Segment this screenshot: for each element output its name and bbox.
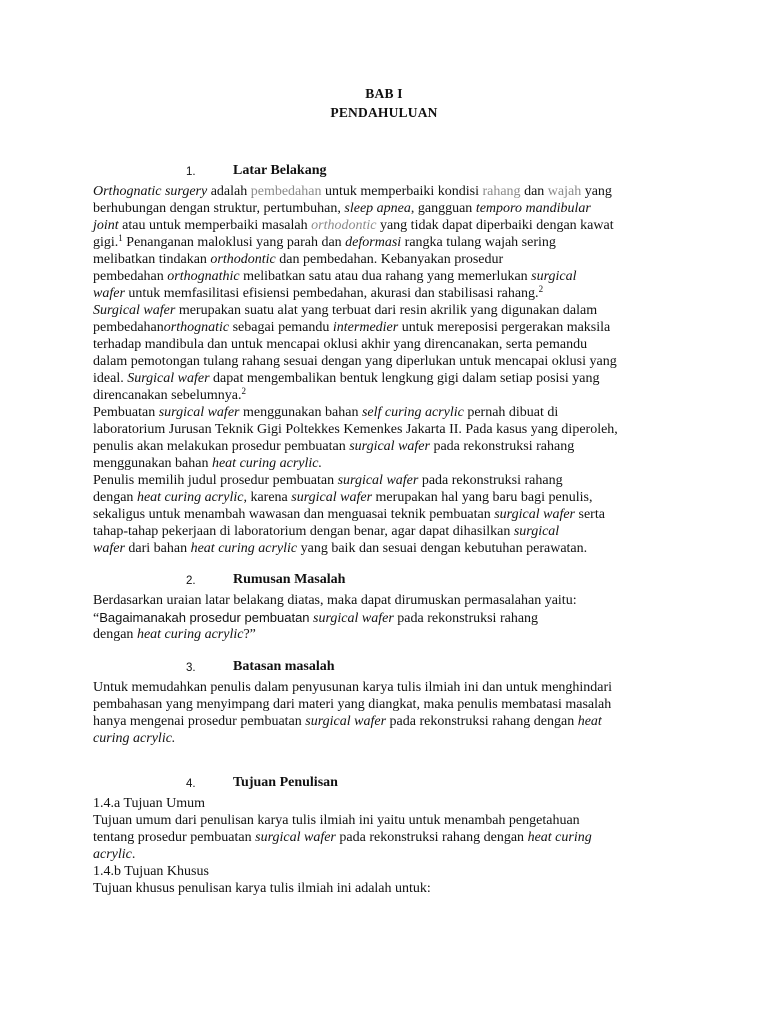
text-run: dengan [93,627,137,642]
paragraph-line [93,438,574,455]
text-run: surgical wafer [291,490,373,505]
text-run: temporo mandibular [475,201,591,216]
text-run: hanya mengenai prosedur pembuatan [93,714,306,729]
text-run: dan [520,184,548,199]
paragraph-line [93,506,605,523]
text-run: rangka tulang wajah sering [401,235,556,250]
text-run: pernah dibuat di [463,405,559,420]
text-run: orthognathic [167,269,240,284]
text-run: laboratorium Jurusan Teknik Gigi Poltekkes Kemenkes Jakarta II. Pada kasus yang diperoleh, [93,422,618,437]
text-run: untuk memfasilitasi efisiensi pembedahan, akurasi dan stabilisasi rahang. [124,286,539,301]
text-run: surgical wafer [255,830,336,845]
text-run: Tujuan khusus penulisan karya tulis ilmiah ini adalah untuk: [93,881,431,896]
text-run: orthodontic [311,218,377,233]
chapter-number: BAB I [365,86,403,101]
section-title: Tujuan Penulisan [233,775,338,790]
text-run: pada rekonstruksi rahang [418,473,563,488]
text-run: orthognatic [163,320,230,335]
section-number: 4. [186,778,196,790]
text-run: Tujuan umum dari penulisan karya tulis ilmiah ini yaitu untuk menambah pengetahuan [93,813,580,828]
text-run: Surgical wafer [127,371,210,386]
paragraph-line [93,234,556,251]
text-run: curing acrylic. [93,731,176,746]
paragraph-line [93,455,322,472]
text-run: berhubungan dengan struktur, pertumbuhan, [93,201,345,216]
text-run: merupakan suatu alat yang terbuat dari resin akrilik yang digunakan dalam [175,303,598,318]
section-title: Batasan masalah [233,659,335,674]
paragraph-line [93,268,577,285]
text-run: dengan [93,490,137,505]
paragraph-line [93,846,135,863]
paragraph-line [93,592,577,609]
section-title: Rumusan Masalah [233,572,346,587]
section-number: 2. [186,575,196,587]
paragraph-line [93,812,580,829]
text-run: pada rekonstruksi rahang [429,439,575,454]
text-run: sekaligus untuk menambah wawasan dan menguasai teknik pembuatan [93,507,495,522]
text-run: pembedahan [93,320,164,335]
section-number: 1. [186,166,196,178]
text-run: Penulis memilih judul prosedur pembuatan [93,473,338,488]
text-run: menggunakan bahan [93,456,212,471]
text-run: sleep apnea [344,201,411,216]
text-run: wafer [93,286,125,301]
text-run: heat curing acrylic [136,490,244,505]
paragraph-line [93,217,614,234]
paragraph-line [93,609,538,627]
text-run: . [131,847,136,862]
text-run: pembahasan yang menyimpang dari materi yang diangkat, maka penulis membatasi masalah [93,697,612,712]
paragraph-line [93,713,602,730]
paragraph-line [93,200,591,217]
text-run: Berdasarkan uraian latar belakang diatas, maka dapat dirumuskan permasalahan yaitu: [93,593,577,608]
text-run: surgical wafer [349,439,430,454]
text-run: surgical wafer [158,405,240,420]
paragraph-line [93,730,175,747]
text-run: yang baik dan sesuai dengan kebutuhan perawatan. [297,541,588,556]
text-run: menggunakan bahan [239,405,362,420]
paragraph-line [93,251,503,268]
text-run: surgical wafer [337,473,419,488]
text-run: dapat mengembalikan bentuk lengkung gigi dalam setiap posisi yang [209,371,600,386]
text-run: surgical wafer [305,714,387,729]
text-run: untuk memperbaiki kondisi [321,184,483,199]
text-run: “ [93,611,100,626]
footnote-ref: 1 [118,233,123,243]
text-run: pada rekonstruksi rahang dengan [386,714,578,729]
text-run: tentang prosedur pembuatan [93,830,256,845]
text-run: , karena [243,490,292,505]
text-run: direncanakan sebelumnya. [93,388,242,403]
text-run: rahang [482,184,521,199]
text-run: merupakan hal yang baru bagi penulis, [372,490,593,505]
text-run: deformasi [345,235,402,250]
text-run: wafer [93,541,125,556]
text-run: untuk mereposisi pergerakan maksila [398,320,611,335]
text-run: ?” [243,627,256,642]
text-run: yang [581,184,612,199]
text-run: pada rekonstruksi rahang dengan [335,830,528,845]
text-run: ideal. [93,371,128,386]
chapter-title: PENDAHULUAN [330,105,438,120]
text-run: 1.4.b Tujuan Khusus [93,864,209,879]
text-run: pada rekonstruksi rahang [393,611,539,626]
text-run: Pembuatan [93,405,159,420]
text-run: melibatkan tindakan [93,252,211,267]
text-run: surgical [531,269,577,284]
paragraph-line [93,679,612,696]
paragraph-line [93,696,611,713]
paragraph-line [93,829,592,846]
text-run: dari bahan [124,541,191,556]
text-run: surgical [513,524,560,539]
paragraph-line [93,285,543,302]
paragraph-line [93,540,587,557]
subsection-title [93,863,209,880]
text-run: dalam pemotongan tulang rahang sesuai dengan yang diperlukan untuk mencapai oklusi yang [93,354,617,369]
text-run: acrylic [93,847,132,862]
text-run: penulis akan melakukan prosedur pembuatan [93,439,350,454]
paragraph-line [93,336,587,353]
text-run: Surgical wafer [93,303,176,318]
paragraph-line [93,183,612,200]
text-run: pembedahan [250,184,322,199]
text-run: intermedier [332,320,399,335]
text-run: heat curing acrylic [190,541,298,556]
text-run: 1.4.a Tujuan Umum [93,796,206,811]
footnote-ref: 2 [241,386,246,396]
footnote-ref: 2 [538,284,544,294]
paragraph-line [93,319,610,336]
text-run: gigi. [93,235,119,250]
text-run: , gangguan [410,201,476,216]
paragraph-line [93,472,563,489]
text-run: heat curing acrylic [136,627,244,642]
text-run: atau untuk memperbaiki masalah [118,218,312,233]
text-run: Untuk memudahkan penulis dalam penyusunan karya tulis ilmiah ini dan untuk menghindari [93,680,613,695]
text-run: joint [93,218,119,233]
text-run: serta [575,507,605,522]
paragraph-line [93,626,256,643]
text-run: pembedahan [93,269,168,284]
text-run: adalah [207,184,251,199]
text-run: melibatkan satu atau dua rahang yang memerlukan [239,269,532,284]
subsection-title [93,795,205,812]
text-run: Penanganan maloklusi yang parah dan [122,235,346,250]
paragraph-line [93,421,618,438]
paragraph-line [93,523,559,540]
text-run: Orthognatic surgery [93,184,208,199]
text-run: tahap-tahap pekerjaan di laboratorium dengan benar, agar dapat dihasilkan [93,524,514,539]
section-title: Latar Belakang [233,163,327,178]
section-number: 3. [186,662,196,674]
text-run: dan pembedahan. Kebanyakan prosedur [275,252,504,267]
text-run: orthodontic [210,252,276,267]
text-run: surgical wafer [313,611,394,626]
text-run: heat curing [527,830,592,845]
text-run: Bagaimanakah prosedur pembuatan [99,610,310,625]
text-run: sebagai pemandu [229,320,333,335]
paragraph-line [93,302,597,319]
paragraph-line [93,387,246,404]
text-run: wajah [547,184,582,199]
text-run: surgical wafer [494,507,575,522]
paragraph-line [93,404,558,421]
text-run: terhadap mandibula dan untuk mencapai oklusi akhir yang direncanakan, serta pemandu [93,337,588,352]
paragraph-line [93,353,617,370]
text-run: yang tidak dapat diperbaiki dengan kawat [376,218,614,233]
paragraph-line [93,370,600,387]
text-run: self curing acrylic [361,405,464,420]
paragraph-line [93,880,431,897]
text-run: heat [577,714,602,729]
text-run: heat curing acrylic. [211,456,322,471]
paragraph-line [93,489,592,506]
